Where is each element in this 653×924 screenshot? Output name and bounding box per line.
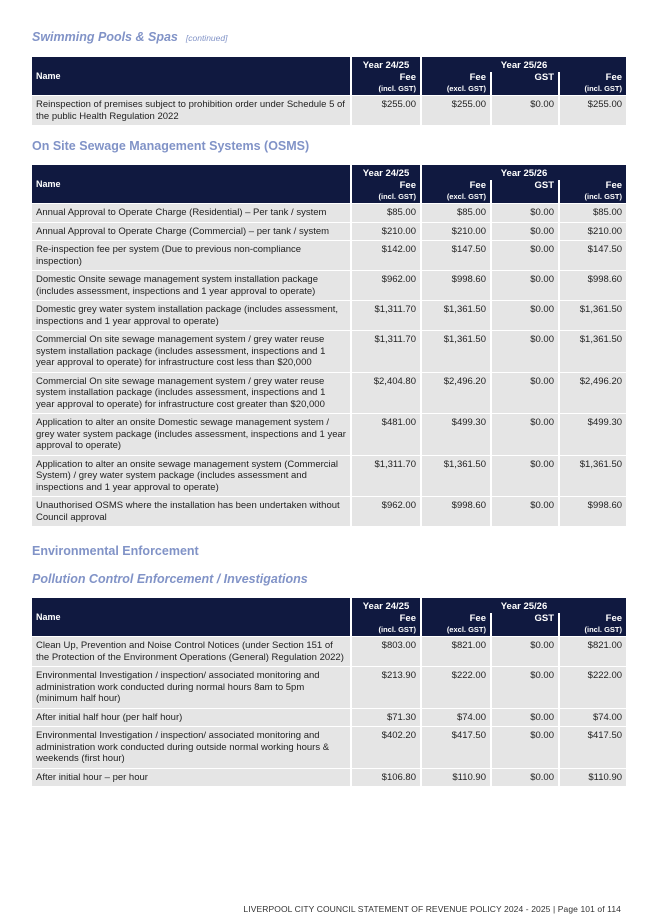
fee-name-cell: Domestic grey water system installation package (includes assessment, inspections and 1 year approval to operate)	[32, 300, 350, 330]
fee-2526-excl-cell: $255.00	[422, 95, 490, 125]
fee-2526-incl-cell: $417.50	[560, 726, 626, 768]
table-row	[32, 496, 626, 526]
section-title-pollution: Pollution Control Enforcement / Investigations	[32, 572, 308, 586]
fee-2526-excl-cell: $147.50	[422, 240, 490, 270]
fee-name-cell: After initial half hour (per half hour)	[32, 708, 350, 727]
column-header-fee: Fee	[352, 72, 420, 83]
gst-2526-cell: $0.00	[492, 203, 558, 222]
gst-2526-cell: $0.00	[492, 413, 558, 455]
column-header-fee: Fee	[560, 180, 626, 191]
section-title-osms: On Site Sewage Management Systems (OSMS)	[32, 139, 310, 153]
fee-2526-excl-cell: $821.00	[422, 636, 490, 666]
column-header-name: Name	[32, 598, 350, 636]
fee-name-cell: Application to alter an onsite Domestic sewage management system / grey water system package (includes assessment, inspections and 1 year approval to operate)	[32, 413, 350, 455]
column-header-gst: GST	[492, 613, 558, 624]
table-row	[32, 203, 626, 222]
fee-2526-excl-cell: $998.60	[422, 496, 490, 526]
table-row	[32, 708, 626, 727]
gst-2526-cell: $0.00	[492, 636, 558, 666]
fee-name-cell: Commercial On site sewage management system / grey water reuse system installation package (includes assessment, inspections and 1 year approval to operate) for infrastructure cost less than $20,000	[32, 330, 350, 372]
table-row	[32, 768, 626, 787]
continued-label: [continued]	[185, 33, 228, 43]
fee-2526-incl-cell: $255.00	[560, 95, 626, 125]
fee-2425-incl-cell: $213.90	[352, 666, 420, 708]
fee-2526-incl-cell: $998.60	[560, 270, 626, 300]
fee-2526-excl-cell: $110.90	[422, 768, 490, 787]
column-header-gst: GST	[492, 180, 558, 191]
fee-2425-incl-cell: $962.00	[352, 270, 420, 300]
section-title-environmental-enforcement: Environmental Enforcement	[32, 544, 199, 558]
table-row	[32, 240, 626, 270]
gst-2526-cell: $0.00	[492, 496, 558, 526]
fee-2526-incl-cell: $147.50	[560, 240, 626, 270]
fee-name-cell: Application to alter an onsite sewage management system (Commercial System) / grey water system package (includes assessment and inspections and 1 year approval to operate)	[32, 455, 350, 497]
fee-name-cell: After initial hour – per hour	[32, 768, 350, 787]
page	[32, 28, 624, 786]
fee-name-cell: Domestic Onsite sewage management system installation package (includes assessment, inspections and 1 year approval to operate)	[32, 270, 350, 300]
column-header-fee: Fee	[422, 72, 490, 83]
fee-2425-incl-cell: $85.00	[352, 203, 420, 222]
table-row	[32, 455, 626, 497]
fee-name-cell: Annual Approval to Operate Charge (Residential) – Per tank / system	[32, 203, 350, 222]
gst-2526-cell: $0.00	[492, 708, 558, 727]
gst-2526-cell: $0.00	[492, 768, 558, 787]
fee-name-cell: Environmental Investigation / inspection/ associated monitoring and administration work conducted during normal hours 8am to 5pm (minimum half hour)	[32, 666, 350, 708]
fee-2526-excl-cell: $998.60	[422, 270, 490, 300]
column-header-year-2526: Year 25/26	[422, 165, 626, 180]
gst-2526-cell: $0.00	[492, 300, 558, 330]
fee-2526-incl-cell: $1,361.50	[560, 455, 626, 497]
fee-2526-excl-cell: $417.50	[422, 726, 490, 768]
column-header-excl-gst: (excl. GST)	[422, 83, 490, 95]
fee-2425-incl-cell: $142.00	[352, 240, 420, 270]
fee-2526-excl-cell: $74.00	[422, 708, 490, 727]
gst-2526-cell: $0.00	[492, 240, 558, 270]
fee-2425-incl-cell: $1,311.70	[352, 455, 420, 497]
fee-2425-incl-cell: $481.00	[352, 413, 420, 455]
fee-2526-incl-cell: $1,361.50	[560, 300, 626, 330]
fee-table-pollution	[30, 598, 628, 786]
column-header-incl-gst: (incl. GST)	[560, 191, 626, 203]
gst-2526-cell: $0.00	[492, 270, 558, 300]
column-header-fee: Fee	[560, 72, 626, 83]
fee-2526-incl-cell: $74.00	[560, 708, 626, 727]
fee-2425-incl-cell: $71.30	[352, 708, 420, 727]
fee-2526-excl-cell: $1,361.50	[422, 330, 490, 372]
gst-2526-cell: $0.00	[492, 666, 558, 708]
gst-2526-cell: $0.00	[492, 455, 558, 497]
gst-2526-cell: $0.00	[492, 222, 558, 241]
table-row	[32, 666, 626, 708]
column-header-incl-gst: (incl. GST)	[560, 624, 626, 636]
column-header-fee: Fee	[422, 180, 490, 191]
fee-table-osms	[30, 165, 628, 526]
table-row	[32, 636, 626, 666]
fee-2425-incl-cell: $803.00	[352, 636, 420, 666]
column-header-blank	[492, 624, 558, 636]
fee-2425-incl-cell: $1,311.70	[352, 330, 420, 372]
column-header-fee: Fee	[352, 613, 420, 624]
column-header-fee: Fee	[352, 180, 420, 191]
column-header-name: Name	[32, 165, 350, 203]
fee-name-cell: Reinspection of premises subject to prohibition order under Schedule 5 of the public Health Regulation 2022	[32, 95, 350, 125]
gst-2526-cell: $0.00	[492, 726, 558, 768]
fee-2526-incl-cell: $222.00	[560, 666, 626, 708]
table-row	[32, 222, 626, 241]
column-header-blank	[492, 191, 558, 203]
column-header-year-2425: Year 24/25	[352, 57, 420, 72]
column-header-year-2425: Year 24/25	[352, 165, 420, 180]
fee-2425-incl-cell: $962.00	[352, 496, 420, 526]
fee-2526-excl-cell: $210.00	[422, 222, 490, 241]
fee-2526-incl-cell: $821.00	[560, 636, 626, 666]
fee-2526-excl-cell: $1,361.50	[422, 300, 490, 330]
fee-2425-incl-cell: $210.00	[352, 222, 420, 241]
column-header-fee: Fee	[560, 613, 626, 624]
fee-2425-incl-cell: $2,404.80	[352, 372, 420, 414]
column-header-year-2425: Year 24/25	[352, 598, 420, 613]
fee-2526-excl-cell: $1,361.50	[422, 455, 490, 497]
column-header-year-2526: Year 25/26	[422, 57, 626, 72]
fee-2526-excl-cell: $85.00	[422, 203, 490, 222]
fee-2526-incl-cell: $499.30	[560, 413, 626, 455]
fee-2526-incl-cell: $2,496.20	[560, 372, 626, 414]
fee-2526-incl-cell: $998.60	[560, 496, 626, 526]
fee-name-cell: Clean Up, Prevention and Noise Control Notices (under Section 151 of the Protection of the Environment Operations (General) Regulation 2022)	[32, 636, 350, 666]
fee-2526-excl-cell: $499.30	[422, 413, 490, 455]
fee-2425-incl-cell: $1,311.70	[352, 300, 420, 330]
column-header-excl-gst: (excl. GST)	[422, 191, 490, 203]
column-header-year-2526: Year 25/26	[422, 598, 626, 613]
fee-2526-incl-cell: $210.00	[560, 222, 626, 241]
fee-name-cell: Commercial On site sewage management system / grey water reuse system installation package (includes assessment, inspections and 1 year approval to operate) for infrastructure cost greater than $20,000	[32, 372, 350, 414]
table-row	[32, 726, 626, 768]
table-row	[32, 330, 626, 372]
fee-name-cell: Environmental Investigation / inspection/ associated monitoring and administration work conducted during outside normal working hours & weekends (first hour)	[32, 726, 350, 768]
fee-table-pools	[30, 57, 628, 125]
fee-2425-incl-cell: $255.00	[352, 95, 420, 125]
table-row	[32, 270, 626, 300]
fee-2526-incl-cell: $85.00	[560, 203, 626, 222]
fee-2425-incl-cell: $402.20	[352, 726, 420, 768]
column-header-incl-gst: (incl. GST)	[352, 83, 420, 95]
column-header-incl-gst: (incl. GST)	[560, 83, 626, 95]
table-row	[32, 413, 626, 455]
column-header-excl-gst: (excl. GST)	[422, 624, 490, 636]
fee-2526-excl-cell: $2,496.20	[422, 372, 490, 414]
gst-2526-cell: $0.00	[492, 95, 558, 125]
gst-2526-cell: $0.00	[492, 372, 558, 414]
fee-2526-excl-cell: $222.00	[422, 666, 490, 708]
column-header-blank	[492, 83, 558, 95]
table-row	[32, 300, 626, 330]
fee-2425-incl-cell: $106.80	[352, 768, 420, 787]
fee-name-cell: Unauthorised OSMS where the installation has been undertaken without Council approval	[32, 496, 350, 526]
column-header-incl-gst: (incl. GST)	[352, 624, 420, 636]
section-title-text: Swimming Pools & Spas	[32, 30, 178, 44]
fee-name-cell: Re-inspection fee per system (Due to previous non-compliance inspection)	[32, 240, 350, 270]
fee-name-cell: Annual Approval to Operate Charge (Commercial) – per tank / system	[32, 222, 350, 241]
fee-2526-incl-cell: $1,361.50	[560, 330, 626, 372]
column-header-gst: GST	[492, 72, 558, 83]
gst-2526-cell: $0.00	[492, 330, 558, 372]
fee-2526-incl-cell: $110.90	[560, 768, 626, 787]
section-title-pools	[32, 28, 624, 47]
table-row	[32, 95, 626, 125]
column-header-name: Name	[32, 57, 350, 95]
table-row	[32, 372, 626, 414]
page-footer: LIVERPOOL CITY COUNCIL STATEMENT OF REVENUE POLICY 2024 - 2025 | Page 101 of 114	[243, 904, 621, 914]
column-header-fee: Fee	[422, 613, 490, 624]
column-header-incl-gst: (incl. GST)	[352, 191, 420, 203]
